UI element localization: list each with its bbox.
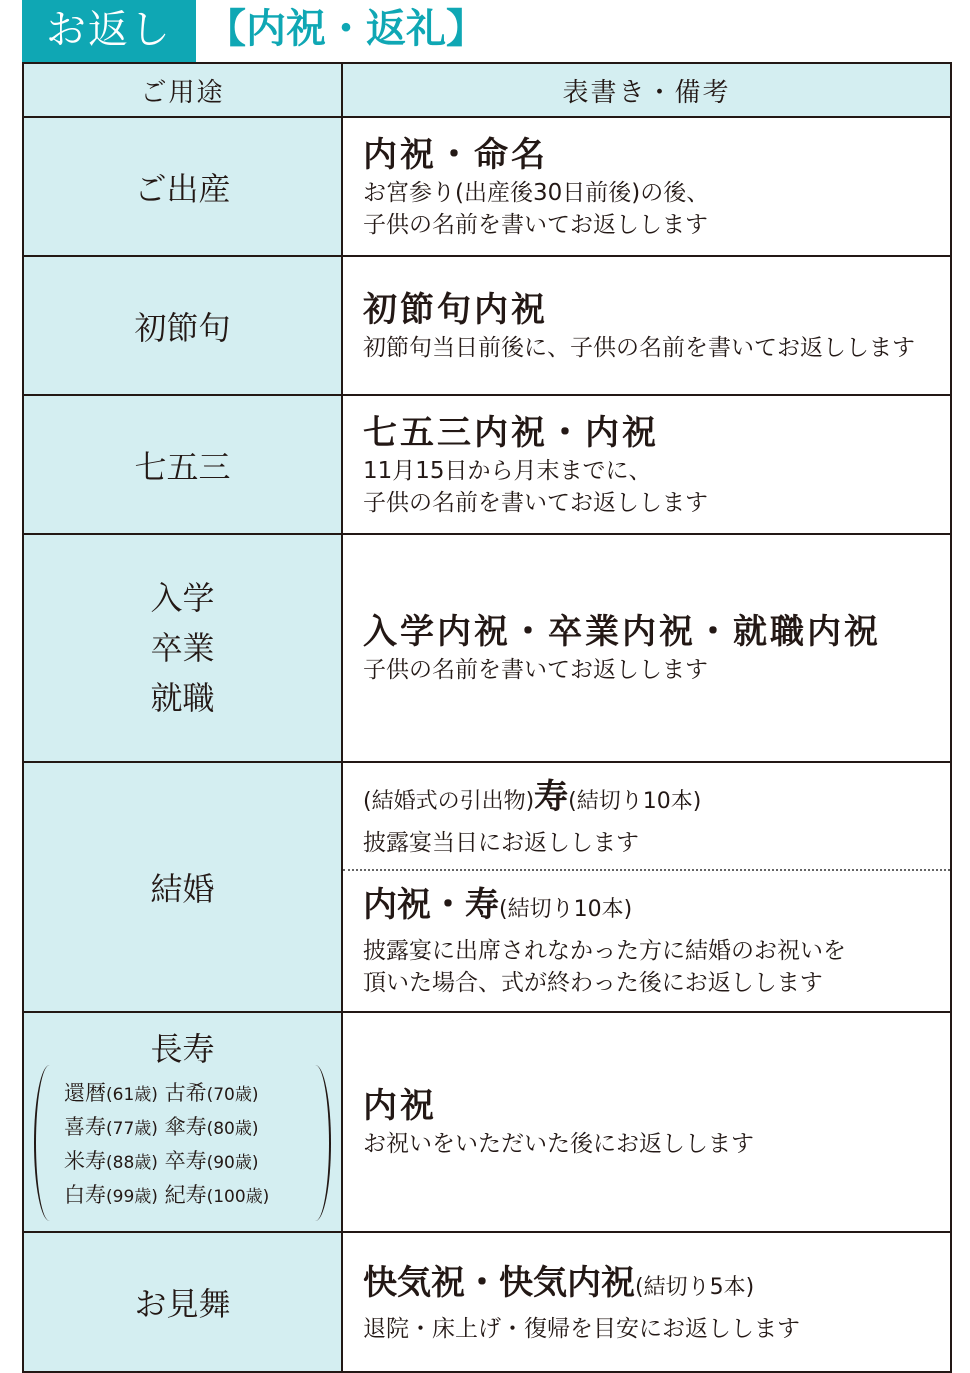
- age-line: 米寿(88歳) 卒寿(90歳): [64, 1149, 259, 1173]
- table-row-marriage: [24, 763, 950, 1013]
- left-parenthesis: [34, 1065, 60, 1221]
- row-desc: 子供の名前を書いてお返しします: [363, 489, 708, 516]
- ceremony-gift-label: (結婚式の引出物): [363, 789, 535, 814]
- row-title: 入学内祝・卒業内祝・就職内祝: [363, 612, 881, 652]
- column-header-use: ご用途: [24, 64, 343, 116]
- row-use-label: 初節句: [24, 257, 343, 394]
- table-row-illness: [24, 1233, 950, 1373]
- row-desc: お宮参り(出産後30日前後)の後、: [363, 179, 710, 206]
- row-desc: 子供の名前を書いてお返しします: [363, 657, 708, 683]
- row-title: 内祝: [363, 1086, 437, 1126]
- row-desc: 11月15日から月末までに、: [363, 457, 652, 484]
- row-note: [343, 1013, 950, 1231]
- row-title: 快気祝・快気内祝: [363, 1263, 635, 1303]
- table-row: [24, 396, 950, 535]
- row-desc: 披露宴に出席されなかった方に結婚のお祝いを: [363, 938, 846, 964]
- row-title: 内祝・寿: [363, 885, 499, 925]
- page-subtitle: 【内祝・返礼】: [206, 6, 486, 52]
- row-desc: 頂いた場合、式が終わった後にお返しします: [363, 970, 823, 996]
- knot-note: (結切り10本): [568, 789, 702, 814]
- marriage-note-ceremony: [343, 763, 950, 871]
- row-title: 初節句内祝: [363, 289, 548, 330]
- row-use-label: 結婚: [24, 763, 343, 1011]
- row-note: [343, 396, 950, 533]
- table-header-row: [24, 64, 950, 118]
- age-line: 喜寿(77歳) 傘寿(80歳): [64, 1115, 259, 1139]
- longevity-cell: [24, 1013, 341, 1231]
- table-row: [24, 257, 950, 396]
- row-desc: 初節句当日前後に、子供の名前を書いてお返しします: [363, 334, 915, 361]
- knot-note: (結切り5本): [635, 1275, 755, 1300]
- row-desc: 子供の名前を書いてお返しします: [363, 211, 708, 238]
- right-parenthesis: [305, 1065, 331, 1221]
- row-desc: 退院・床上げ・復帰を目安にお返しします: [363, 1316, 800, 1342]
- longevity-label: 長寿: [150, 1030, 215, 1068]
- row-note: [343, 1233, 950, 1371]
- row-desc: お祝いをいただいた後にお返しします: [363, 1131, 754, 1157]
- marriage-note-later: [343, 871, 950, 1009]
- age-line: 白寿(99歳) 紀寿(100歳): [64, 1183, 270, 1207]
- use-line: 卒業: [150, 629, 215, 667]
- column-header-note: 表書き・備考: [343, 64, 950, 116]
- table-row: [24, 535, 950, 763]
- age-line: 還暦(61歳) 古希(70歳): [64, 1081, 259, 1105]
- longevity-ages: [64, 1077, 304, 1213]
- row-note: [343, 257, 950, 394]
- row-note: [343, 535, 950, 761]
- row-title: 寿: [534, 777, 569, 817]
- row-use-label: 七五三: [24, 396, 343, 533]
- knot-note: (結切り10本): [499, 897, 633, 922]
- use-line: 入学: [150, 579, 215, 617]
- row-use-label: お見舞: [24, 1233, 343, 1371]
- row-note: [343, 118, 950, 255]
- row-note: [343, 763, 950, 1011]
- row-use-label: [24, 1013, 343, 1231]
- use-line: 就職: [150, 679, 215, 717]
- page-header: [22, 0, 950, 62]
- table-row-longevity: [24, 1013, 950, 1233]
- return-gift-table: [22, 62, 952, 1373]
- row-title: 内祝・命名: [363, 134, 548, 175]
- row-use-label: ご出産: [24, 118, 343, 255]
- table-row: [24, 118, 950, 257]
- row-title: 七五三内祝・内祝: [363, 412, 659, 453]
- row-use-label: [24, 535, 343, 761]
- row-desc: 披露宴当日にお返しします: [363, 830, 639, 856]
- category-tag: お返し: [22, 0, 196, 62]
